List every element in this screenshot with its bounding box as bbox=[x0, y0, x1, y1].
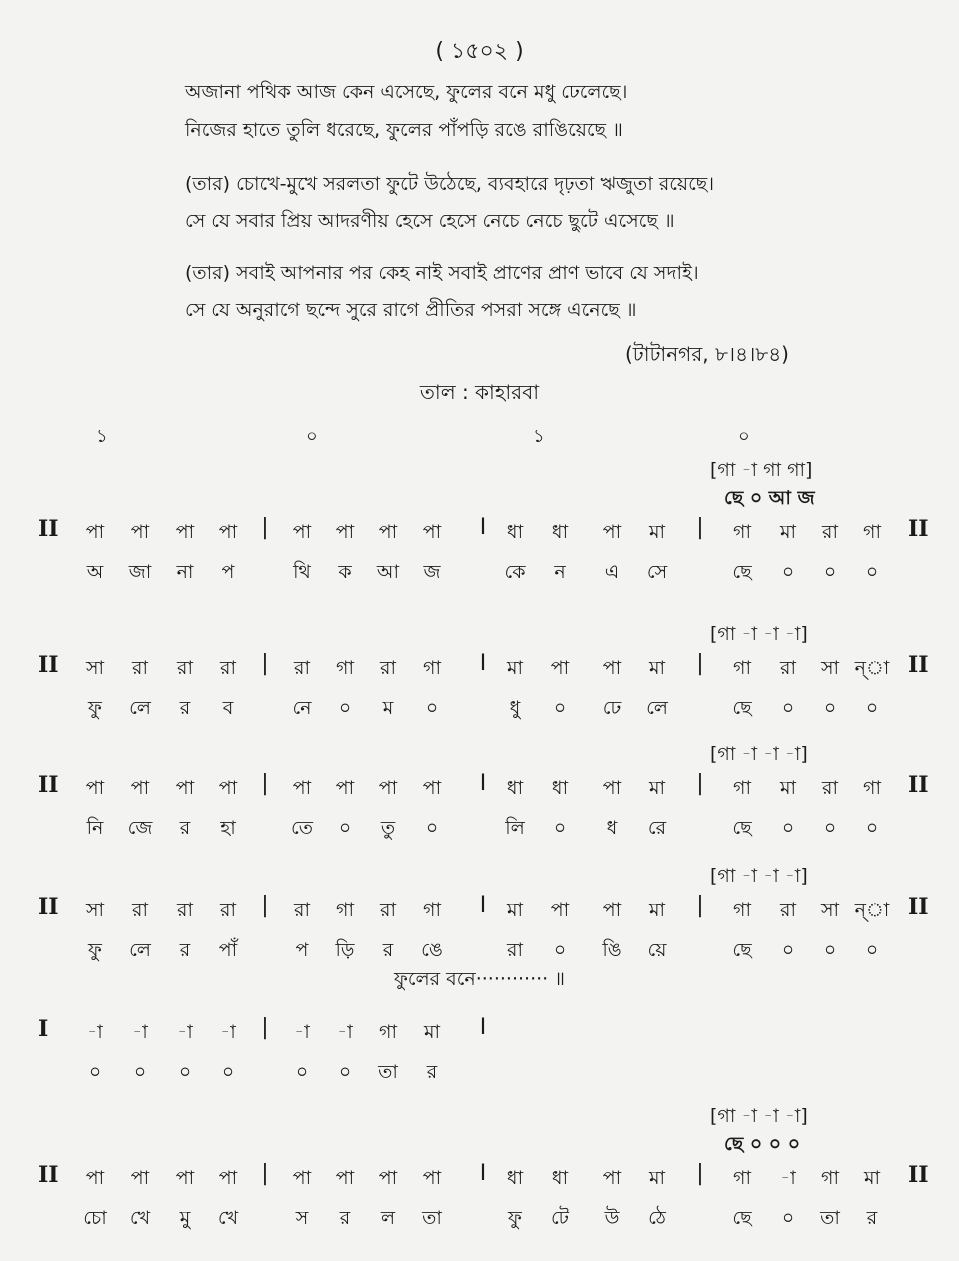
swara-note: পা bbox=[85, 777, 105, 799]
end-sign: II bbox=[908, 894, 929, 920]
swara-note: ধা bbox=[551, 1167, 569, 1189]
lyric-syllable: তে bbox=[291, 817, 313, 839]
start-sign: II bbox=[38, 516, 59, 542]
grace-notes: [গা -া -া -া] bbox=[710, 743, 808, 765]
swara-note: ধা bbox=[551, 777, 569, 799]
swara-note: পা bbox=[335, 1167, 355, 1189]
swara-note: পা bbox=[292, 521, 312, 543]
swara-note: গা bbox=[423, 657, 441, 679]
swara-note: গা bbox=[336, 657, 354, 679]
lyric-syllable: রে bbox=[647, 817, 667, 839]
start-sign: II bbox=[38, 772, 59, 798]
swara-note: রা bbox=[822, 777, 838, 799]
swara-note: গা bbox=[863, 521, 881, 543]
bar-line: | bbox=[696, 893, 704, 918]
swara-note: পা bbox=[85, 521, 105, 543]
lyric-syllable: না bbox=[176, 561, 194, 583]
lyric-syllable: ০ bbox=[781, 1207, 795, 1229]
beat-mark: ১ bbox=[96, 426, 108, 447]
swara-note: সা bbox=[820, 899, 840, 921]
swara-note: পা bbox=[130, 521, 150, 543]
start-sign: I bbox=[38, 1016, 49, 1042]
swara-note: মা bbox=[648, 777, 666, 799]
swara-note: গা bbox=[863, 777, 881, 799]
swara-note: রা bbox=[380, 899, 396, 921]
lyric-syllable: ধু bbox=[509, 697, 521, 719]
lyric-syllable: ফু bbox=[88, 939, 102, 961]
bar-line: | bbox=[261, 651, 269, 676]
lyric-syllable: ম bbox=[382, 697, 394, 719]
swara-note: গা bbox=[423, 899, 441, 921]
swara-note: গা bbox=[733, 657, 751, 679]
lyric-syllable: ক bbox=[338, 561, 352, 583]
swara-note: গা bbox=[336, 899, 354, 921]
start-sign: II bbox=[38, 652, 59, 678]
swara-note: মা bbox=[648, 899, 666, 921]
lyric-syllable: তা bbox=[378, 1061, 398, 1083]
swara-note: গা bbox=[379, 1021, 397, 1043]
lyric-syllable: ০ bbox=[425, 817, 439, 839]
swara-note: -া bbox=[132, 1021, 148, 1043]
swara-note: পা bbox=[175, 777, 195, 799]
swara-note: পা bbox=[218, 777, 238, 799]
swara-note: পা bbox=[85, 1167, 105, 1189]
swara-note: ন্া bbox=[854, 899, 890, 921]
swara-note: রা bbox=[177, 657, 193, 679]
lyric-syllable: ০ bbox=[221, 1061, 235, 1083]
swara-note: মা bbox=[648, 1167, 666, 1189]
lyric-line: (তার) সবাই আপনার পর কেহ নাই সবাই প্রাণের প্রাণ ভাবে যে সদাই। bbox=[185, 262, 699, 284]
swara-note: মা bbox=[779, 521, 797, 543]
swara-note: -া bbox=[337, 1021, 353, 1043]
lyric-syllable: সে bbox=[646, 561, 668, 583]
lyric-syllable: এ bbox=[604, 561, 620, 583]
swara-note: ন্া bbox=[854, 657, 890, 679]
beat-mark: ০ bbox=[306, 426, 318, 447]
lyric-syllable: থি bbox=[293, 561, 311, 583]
lyric-syllable: ০ bbox=[338, 817, 352, 839]
lyric-syllable: ০ bbox=[865, 561, 879, 583]
swara-note: পা bbox=[175, 521, 195, 543]
lyric-syllable: ০ bbox=[133, 1061, 147, 1083]
bar-line: | bbox=[261, 893, 269, 918]
lyric-syllable: কে bbox=[504, 561, 526, 583]
swara-note: পা bbox=[218, 521, 238, 543]
swara-note: মা bbox=[506, 657, 524, 679]
grace-syllables: ছে ০ আ জ bbox=[724, 487, 815, 509]
lyric-syllable: টে bbox=[550, 1207, 570, 1229]
lyric-syllable: মু bbox=[179, 1207, 191, 1229]
swara-note: মা bbox=[648, 657, 666, 679]
lyric-syllable: ঙে bbox=[421, 939, 443, 961]
swara-note: পা bbox=[130, 1167, 150, 1189]
swara-note: পা bbox=[378, 1167, 398, 1189]
swara-note: রা bbox=[132, 657, 148, 679]
lyric-syllable: র bbox=[382, 939, 394, 961]
swara-note: রা bbox=[220, 657, 236, 679]
lyric-syllable: র bbox=[866, 1207, 878, 1229]
grace-notes: [গা -া -া -া] bbox=[710, 865, 808, 887]
lyric-syllable: ০ bbox=[823, 939, 837, 961]
lyric-syllable: ব bbox=[222, 697, 234, 719]
lyric-syllable: প bbox=[295, 939, 309, 961]
lyric-syllable: খে bbox=[217, 1207, 239, 1229]
lyric-syllable: পাঁ bbox=[218, 939, 238, 961]
lyric-syllable: নে bbox=[292, 697, 312, 719]
lyric-syllable: আ bbox=[376, 561, 400, 583]
swara-note: পা bbox=[602, 657, 622, 679]
lyric-syllable: খে bbox=[129, 1207, 151, 1229]
lyric-syllable: চো bbox=[83, 1207, 107, 1229]
lyric-syllable: ০ bbox=[781, 561, 795, 583]
swara-note: মা bbox=[423, 1021, 441, 1043]
end-sign: II bbox=[908, 652, 929, 678]
lyric-syllable: ০ bbox=[865, 817, 879, 839]
bar-line: I bbox=[479, 1015, 487, 1040]
lyric-syllable: তু bbox=[380, 817, 396, 839]
swara-note: পা bbox=[218, 1167, 238, 1189]
lyric-syllable: ০ bbox=[781, 697, 795, 719]
lyric-syllable: ০ bbox=[823, 561, 837, 583]
bar-line: | bbox=[696, 515, 704, 540]
lyric-syllable: র bbox=[426, 1061, 438, 1083]
lyric-syllable: তা bbox=[422, 1207, 442, 1229]
swara-note: পা bbox=[292, 777, 312, 799]
swara-note: রা bbox=[822, 521, 838, 543]
lyric-syllable: অ bbox=[86, 561, 104, 583]
swara-note: গা bbox=[733, 777, 751, 799]
lyric-syllable: ০ bbox=[553, 817, 567, 839]
swara-note: পা bbox=[335, 777, 355, 799]
lyric-syllable: ছে bbox=[732, 1207, 752, 1229]
beat-mark: ১ bbox=[533, 426, 545, 447]
lyric-syllable: উ bbox=[604, 1207, 620, 1229]
swara-note: পা bbox=[292, 1167, 312, 1189]
lyric-syllable: জ bbox=[423, 561, 441, 583]
lyric-syllable: ০ bbox=[781, 817, 795, 839]
swara-note: ধা bbox=[506, 777, 524, 799]
lyric-syllable: রা bbox=[507, 939, 523, 961]
lyric-syllable: প bbox=[221, 561, 235, 583]
swara-note: পা bbox=[602, 777, 622, 799]
grace-syllables: ছে ০ ০ ০ bbox=[724, 1133, 801, 1155]
page-number: ( ১৫০২ ) bbox=[435, 39, 524, 64]
bar-line: | bbox=[261, 515, 269, 540]
swara-note: -া bbox=[177, 1021, 193, 1043]
swara-note: সা bbox=[85, 899, 105, 921]
swara-note: গা bbox=[733, 1167, 751, 1189]
end-sign: II bbox=[908, 772, 929, 798]
bar-line: I bbox=[479, 1161, 487, 1186]
lyric-syllable: ড়ি bbox=[335, 939, 355, 961]
swara-note: রা bbox=[780, 899, 796, 921]
lyric-syllable: ফু bbox=[508, 1207, 522, 1229]
swara-note: পা bbox=[175, 1167, 195, 1189]
lyric-syllable: জে bbox=[127, 817, 153, 839]
lyric-syllable: তা bbox=[820, 1207, 840, 1229]
lyric-line: নিজের হাতে তুলি ধরেছে, ফুলের পাঁপড়ি রঙে রাঙিয়েছে ॥ bbox=[185, 119, 623, 141]
lyric-line: সে যে অনুরাগে ছন্দে সুরে রাগে প্রীতির পসরা সঙ্গে এনেছে ॥ bbox=[185, 299, 637, 321]
swara-note: -া bbox=[294, 1021, 310, 1043]
grace-notes: [গা -া গা গা] bbox=[710, 459, 813, 481]
swara-note: -া bbox=[220, 1021, 236, 1043]
lyric-syllable: লি bbox=[505, 817, 525, 839]
lyric-syllable: ন bbox=[554, 561, 566, 583]
swara-note: পা bbox=[422, 777, 442, 799]
lyric-syllable: লে bbox=[646, 697, 668, 719]
bar-line: | bbox=[696, 651, 704, 676]
swara-note: রা bbox=[294, 899, 310, 921]
lyric-syllable: নি bbox=[86, 817, 104, 839]
lyric-syllable: ঙি bbox=[602, 939, 622, 961]
swara-note: পা bbox=[550, 657, 570, 679]
swara-note: পা bbox=[422, 1167, 442, 1189]
swara-note: রা bbox=[132, 899, 148, 921]
swara-note: মা bbox=[779, 777, 797, 799]
bar-line: | bbox=[261, 1161, 269, 1186]
bar-line: | bbox=[696, 1161, 704, 1186]
lyric-syllable: ০ bbox=[178, 1061, 192, 1083]
start-sign: II bbox=[38, 894, 59, 920]
place-date: (টাটানগর, ৮।৪।৮৪) bbox=[625, 342, 789, 366]
lyric-line: অজানা পথিক আজ কেন এসেছে, ফুলের বনে মধু ঢেলেছে। bbox=[185, 81, 628, 103]
bar-line: I bbox=[479, 515, 487, 540]
swara-note: পা bbox=[602, 521, 622, 543]
lyric-syllable: র bbox=[179, 939, 191, 961]
lyric-syllable: ছে bbox=[732, 939, 752, 961]
bar-line: I bbox=[479, 771, 487, 796]
lyric-syllable: লে bbox=[129, 697, 151, 719]
swara-note: -া bbox=[87, 1021, 103, 1043]
swara-note: ধা bbox=[506, 1167, 524, 1189]
lyric-syllable: ০ bbox=[865, 939, 879, 961]
swara-note: রা bbox=[294, 657, 310, 679]
lyric-syllable: ধ bbox=[606, 817, 618, 839]
swara-note: রা bbox=[780, 657, 796, 679]
lyric-syllable: র bbox=[179, 817, 191, 839]
end-sign: II bbox=[908, 1162, 929, 1188]
lyric-line: সে যে সবার প্রিয় আদরণীয় হেসে হেসে নেচে নেচে ছুটে এসেছে ॥ bbox=[185, 210, 675, 232]
grace-notes: [গা -া -া -া] bbox=[710, 1105, 808, 1127]
lyric-syllable: য়ে bbox=[647, 939, 667, 961]
swara-note: পা bbox=[130, 777, 150, 799]
lyric-syllable: ০ bbox=[88, 1061, 102, 1083]
tal-heading: তাল : কাহারবা bbox=[419, 380, 540, 404]
swara-note: মা bbox=[648, 521, 666, 543]
lyric-syllable: ০ bbox=[781, 939, 795, 961]
bar-line: I bbox=[479, 893, 487, 918]
start-sign: II bbox=[38, 1162, 59, 1188]
swara-note: মা bbox=[506, 899, 524, 921]
end-sign: II bbox=[908, 516, 929, 542]
bar-line: | bbox=[696, 771, 704, 796]
lyric-syllable: ০ bbox=[553, 697, 567, 719]
lyric-syllable: জা bbox=[128, 561, 152, 583]
lyric-syllable: র bbox=[339, 1207, 351, 1229]
swara-note: রা bbox=[380, 657, 396, 679]
lyric-syllable: ঢে bbox=[602, 697, 622, 719]
lyric-syllable: ০ bbox=[338, 697, 352, 719]
swara-note: পা bbox=[602, 899, 622, 921]
lyric-syllable: ০ bbox=[295, 1061, 309, 1083]
swara-note: -া bbox=[780, 1167, 796, 1189]
swara-note: মা bbox=[863, 1167, 881, 1189]
lyric-syllable: ছে bbox=[732, 561, 752, 583]
lyric-syllable: লে bbox=[129, 939, 151, 961]
bar-line: | bbox=[261, 1015, 269, 1040]
lyric-syllable: ঠে bbox=[648, 1207, 666, 1229]
swara-note: ধা bbox=[551, 521, 569, 543]
beat-mark: ০ bbox=[738, 426, 750, 447]
lyric-syllable: ০ bbox=[338, 1061, 352, 1083]
bar-line: I bbox=[479, 651, 487, 676]
lyric-syllable: র bbox=[179, 697, 191, 719]
lyric-syllable: ফু bbox=[88, 697, 102, 719]
lyric-syllable: ০ bbox=[865, 697, 879, 719]
swara-note: ধা bbox=[506, 521, 524, 543]
grace-notes: [গা -া -া -া] bbox=[710, 623, 808, 645]
swara-note: গা bbox=[821, 1167, 839, 1189]
lyric-syllable: ০ bbox=[553, 939, 567, 961]
swara-note: পা bbox=[602, 1167, 622, 1189]
swara-note: সা bbox=[85, 657, 105, 679]
refrain-line: ফুলের বনে············ ॥ bbox=[394, 968, 565, 990]
lyric-syllable: ০ bbox=[425, 697, 439, 719]
swara-note: পা bbox=[335, 521, 355, 543]
swara-note: রা bbox=[220, 899, 236, 921]
lyric-syllable: হা bbox=[220, 817, 236, 839]
lyric-syllable: স bbox=[295, 1207, 309, 1229]
lyric-syllable: ছে bbox=[732, 817, 752, 839]
lyric-syllable: ০ bbox=[823, 697, 837, 719]
bar-line: | bbox=[261, 771, 269, 796]
swara-note: পা bbox=[378, 777, 398, 799]
lyric-syllable: ল bbox=[380, 1207, 396, 1229]
swara-note: গা bbox=[733, 521, 751, 543]
swara-note: রা bbox=[177, 899, 193, 921]
lyric-syllable: ০ bbox=[823, 817, 837, 839]
lyric-syllable: ছে bbox=[732, 697, 752, 719]
swara-note: গা bbox=[733, 899, 751, 921]
swara-note: সা bbox=[820, 657, 840, 679]
swara-note: পা bbox=[550, 899, 570, 921]
lyric-line: (তার) চোখে-মুখে সরলতা ফুটে উঠেছে, ব্যবহারে দৃঢ়তা ঋজুতা রয়েছে। bbox=[185, 173, 715, 195]
swara-note: পা bbox=[378, 521, 398, 543]
swara-note: পা bbox=[422, 521, 442, 543]
